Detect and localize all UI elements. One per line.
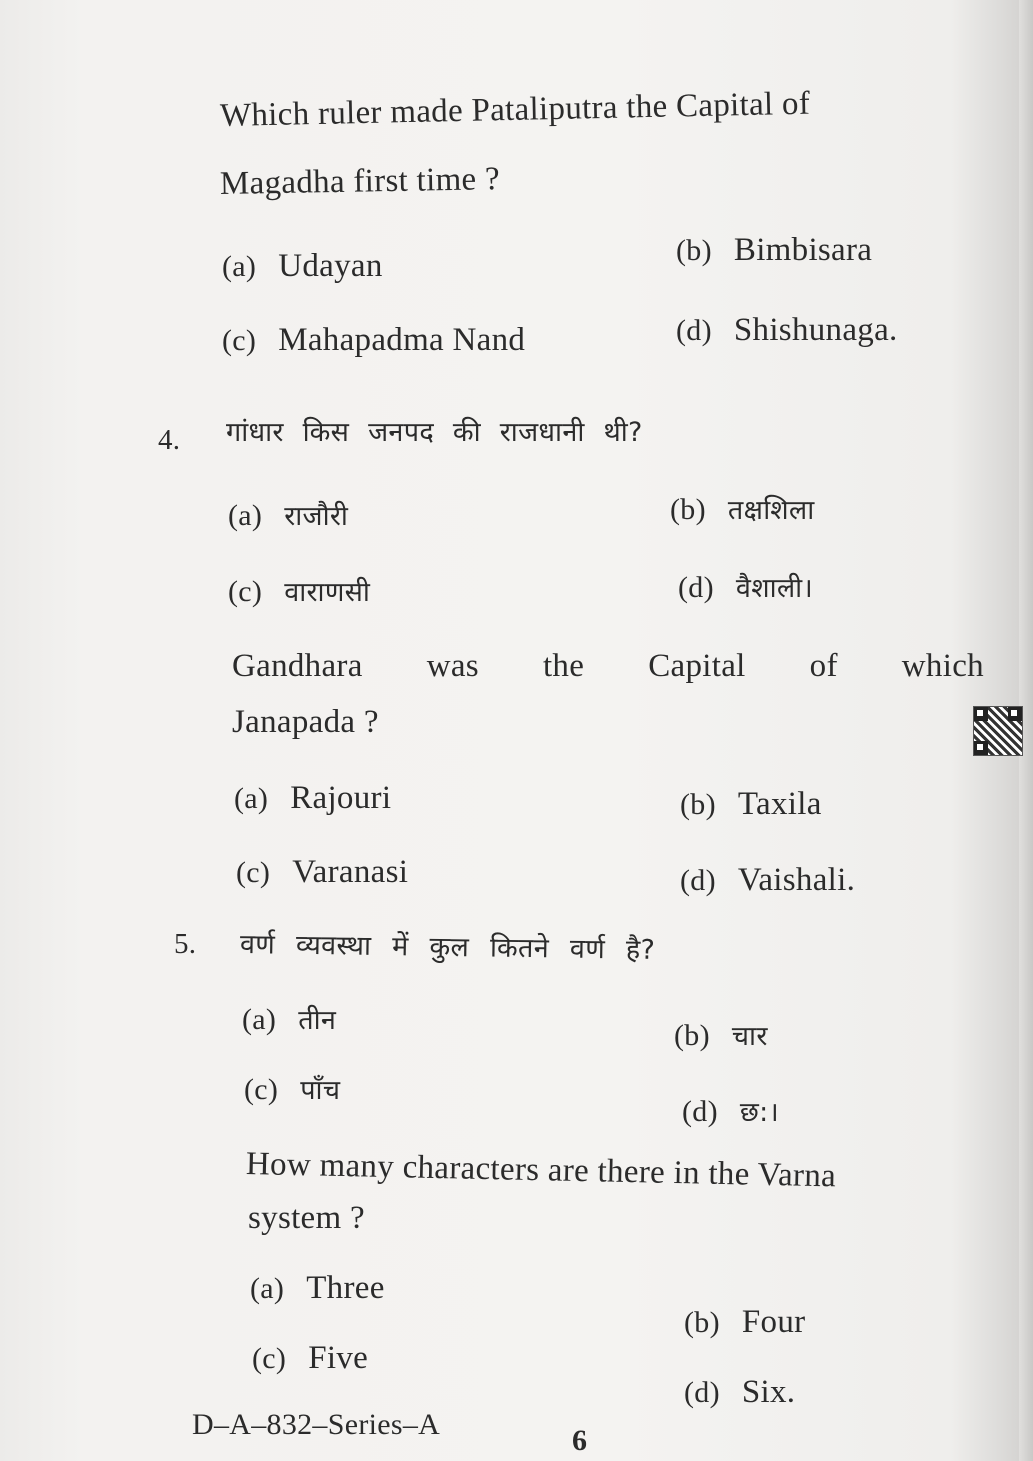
q5-hindi-option-d: [682, 1092, 779, 1129]
word: which: [901, 648, 984, 684]
word: Gandhara: [232, 648, 363, 684]
q4-hindi-option-c: [228, 572, 370, 609]
option-label: (c): [252, 1342, 287, 1375]
q4-hindi-option-b: [670, 490, 815, 527]
option-text: तीन: [298, 1005, 337, 1036]
option-text: Varanasi: [292, 854, 409, 890]
option-text: छ:।: [739, 1097, 780, 1128]
q5-option-d: [684, 1374, 795, 1411]
q5-option-a: [250, 1270, 385, 1307]
option-label: (c): [236, 856, 271, 889]
option-text: Four: [741, 1304, 806, 1340]
option-label: (c): [228, 575, 263, 608]
word: was: [426, 648, 479, 684]
option-text: पाँच: [300, 1075, 341, 1106]
q5-option-c: [252, 1340, 368, 1377]
page-number: 6: [572, 1424, 588, 1457]
q5-option-b: [684, 1304, 805, 1341]
option-label: (d): [676, 314, 712, 347]
q3-option-d: [676, 312, 898, 349]
option-text: Rajouri: [290, 780, 392, 816]
q4-option-c: [236, 854, 408, 891]
option-label: (b): [674, 1019, 710, 1052]
option-label: (a): [222, 250, 257, 283]
q4-option-d: [680, 862, 855, 899]
option-label: (d): [680, 864, 716, 897]
option-label: (a): [234, 782, 269, 815]
option-text: Three: [306, 1270, 385, 1306]
q4-english-line1: [232, 648, 984, 685]
option-label: (d): [682, 1095, 718, 1128]
q3-option-c: [222, 322, 525, 359]
option-label: (a): [242, 1003, 277, 1036]
option-text: Taxila: [737, 786, 822, 822]
q4-hindi-option-d: [678, 568, 813, 605]
option-text: चार: [731, 1021, 768, 1052]
q5-hindi-option-c: [244, 1070, 340, 1107]
q4-hindi-question: गांधार किस जनपद की राजधानी थी?: [226, 417, 643, 448]
option-text: Six.: [741, 1374, 796, 1410]
qr-code-icon: [973, 706, 1023, 756]
option-label: (b): [670, 493, 706, 526]
option-text: Five: [308, 1340, 369, 1376]
option-text: Bimbisara: [733, 232, 873, 268]
option-text: Vaishali.: [737, 862, 856, 898]
option-label: (c): [244, 1073, 279, 1106]
option-text: Shishunaga.: [733, 312, 898, 348]
q4-option-a: [234, 780, 391, 817]
q5-english-line1: How many characters are there in the Varna: [245, 1146, 837, 1195]
option-text: Mahapadma Nand: [278, 322, 526, 358]
q3-option-b: [676, 232, 872, 269]
word: the: [542, 648, 585, 684]
q5-hindi-question: वर्ण व्यवस्था में कुल कितने वर्ण है?: [239, 929, 656, 966]
option-label: (a): [250, 1272, 285, 1305]
option-label: (b): [676, 234, 712, 267]
footer-series-code: D–A–832–Series–A: [192, 1408, 441, 1441]
q5-english-line2: system ?: [248, 1200, 365, 1236]
q3-option-a: [222, 248, 383, 285]
q5-number: 5.: [174, 928, 197, 960]
word: Capital: [648, 648, 746, 684]
option-text: वाराणसी: [284, 577, 371, 608]
option-label: (d): [678, 571, 714, 604]
option-text: तक्षशिला: [727, 495, 815, 526]
q5-hindi-option-b: [674, 1016, 768, 1053]
option-text: राजौरी: [284, 501, 349, 532]
word: of: [809, 648, 838, 684]
q3-english-line2: Magadha first time ?: [219, 161, 501, 202]
option-label: (b): [680, 788, 716, 821]
q4-hindi-option-a: [228, 496, 348, 533]
q4-option-b: [680, 786, 822, 823]
option-text: वैशाली।: [735, 573, 813, 604]
q3-english-line1: Which ruler made Pataliputra the Capital of: [219, 85, 811, 134]
option-label: (d): [684, 1376, 720, 1409]
option-label: (b): [684, 1306, 720, 1339]
option-label: (c): [222, 324, 257, 357]
q5-hindi-option-a: [242, 1000, 336, 1037]
option-text: Udayan: [278, 248, 383, 284]
q4-english-line2: Janapada ?: [232, 704, 379, 740]
q4-number: 4.: [158, 424, 181, 456]
option-label: (a): [228, 499, 263, 532]
